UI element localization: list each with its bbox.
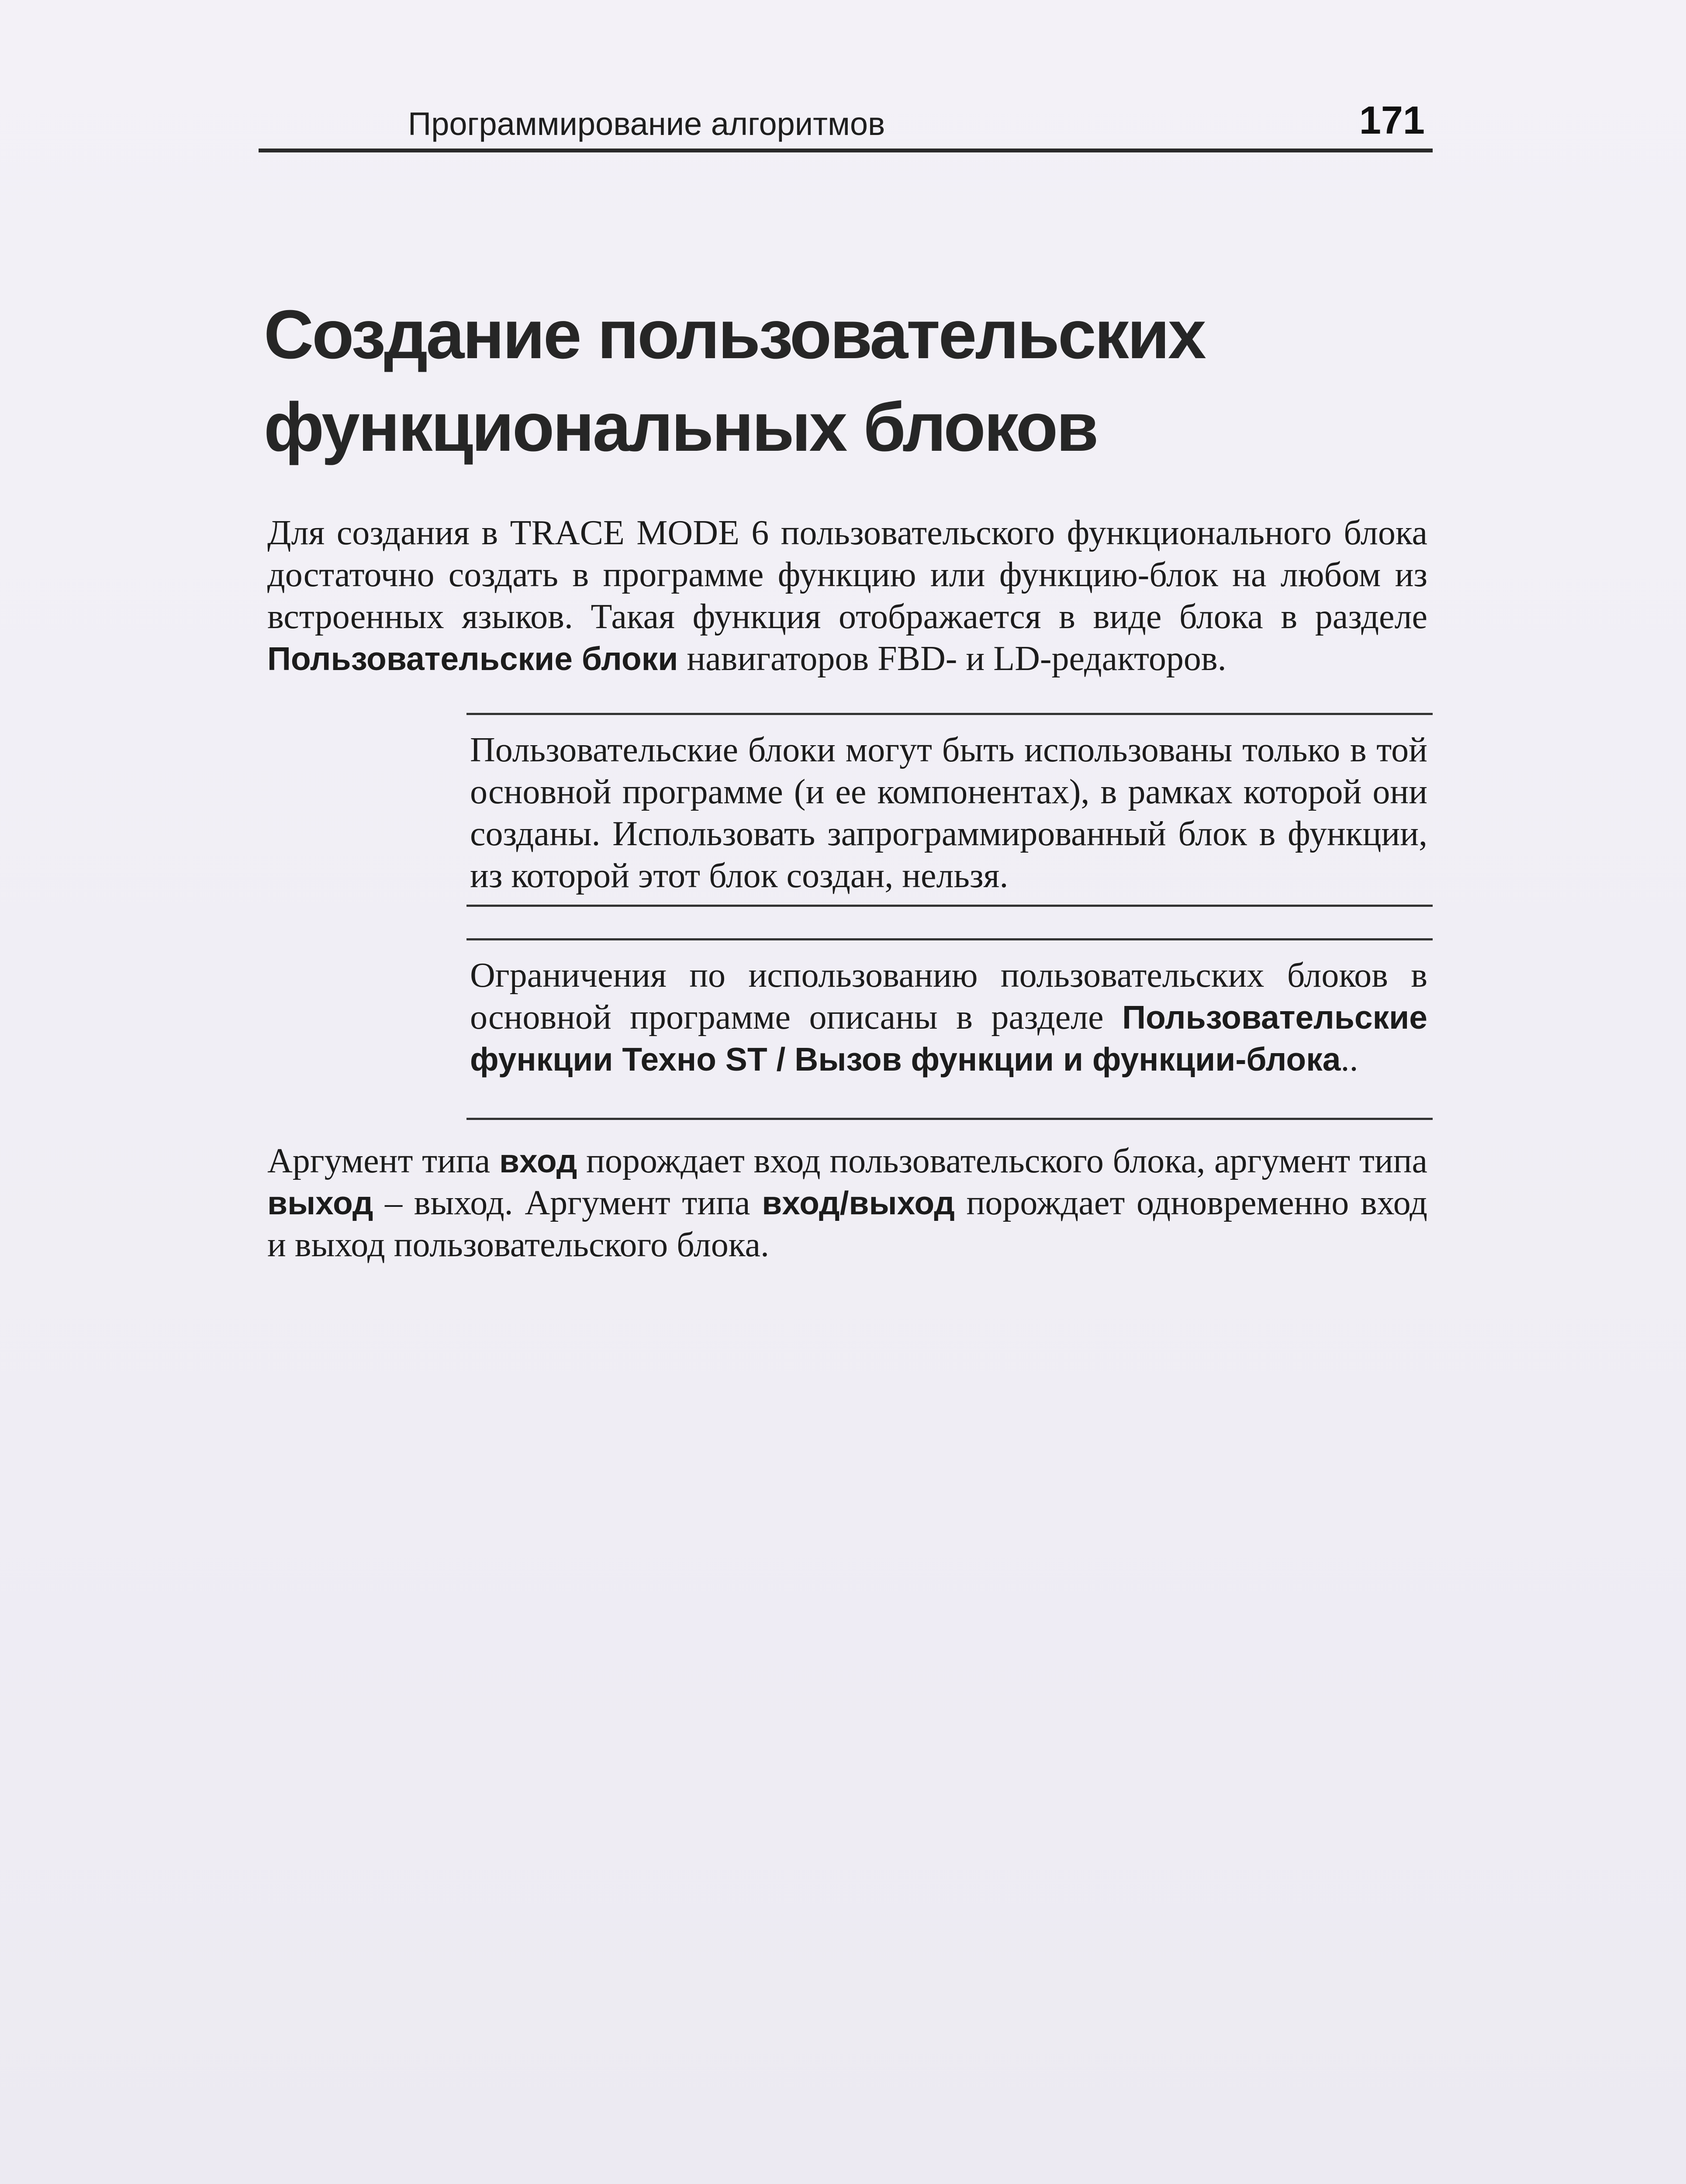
section-heading-line-2: функциональных блоков [264,389,1097,466]
args-text-4: порождает одновременно вход и выход пользовательского блока. [267,1184,1427,1264]
args-text-1: Аргумент типа [267,1142,499,1180]
args-term-input: вход [499,1143,577,1179]
intro-bold-term: Пользовательские блоки [267,640,678,677]
note-block-1 [466,713,1433,907]
section-heading-line-1: Создание пользовательских [264,296,1205,373]
note-1-text: Пользовательские блоки могут быть использованы только в той основной программе (и ее компонентах), в рамках которой они созданы. Использовать запрограммированный блок в функции, из которой этот блок создан, нельзя. [470,731,1427,895]
note-2-text [470,954,1427,1080]
args-text-2: порождает вход пользовательского блока, аргумент типа [577,1142,1428,1180]
note-2-text-1: Ограничения по использованию пользовательских блоков в основной программе описаны в разделе [470,956,1427,1037]
args-term-inout: вход/выход [762,1185,955,1221]
note-2-cross-reference: Пользовательские функции Техно ST / Вызов функции и функции-блока [470,999,1427,1078]
header-title: Программирование алгоритмов [408,106,885,142]
args-text-3: – выход. Аргумент типа [373,1184,762,1222]
argument-types-paragraph [267,1140,1427,1266]
running-header [259,87,1433,152]
page-number: 171 [1359,99,1425,142]
args-term-output: выход [267,1185,373,1221]
note-block-2 [466,938,1433,1120]
intro-paragraph [267,512,1427,680]
intro-text-1: Для создания в TRACE MODE 6 пользовательского функционального блока достаточно создать в программе функцию или функцию-блок на любом из встроенных языков. Такая функция отображается в виде блока в разделе [267,514,1427,636]
intro-text-2: навигаторов FBD- и LD-редакторов. [678,639,1226,678]
section-heading [264,288,1434,473]
note-2-text-2: .. [1341,1040,1358,1078]
